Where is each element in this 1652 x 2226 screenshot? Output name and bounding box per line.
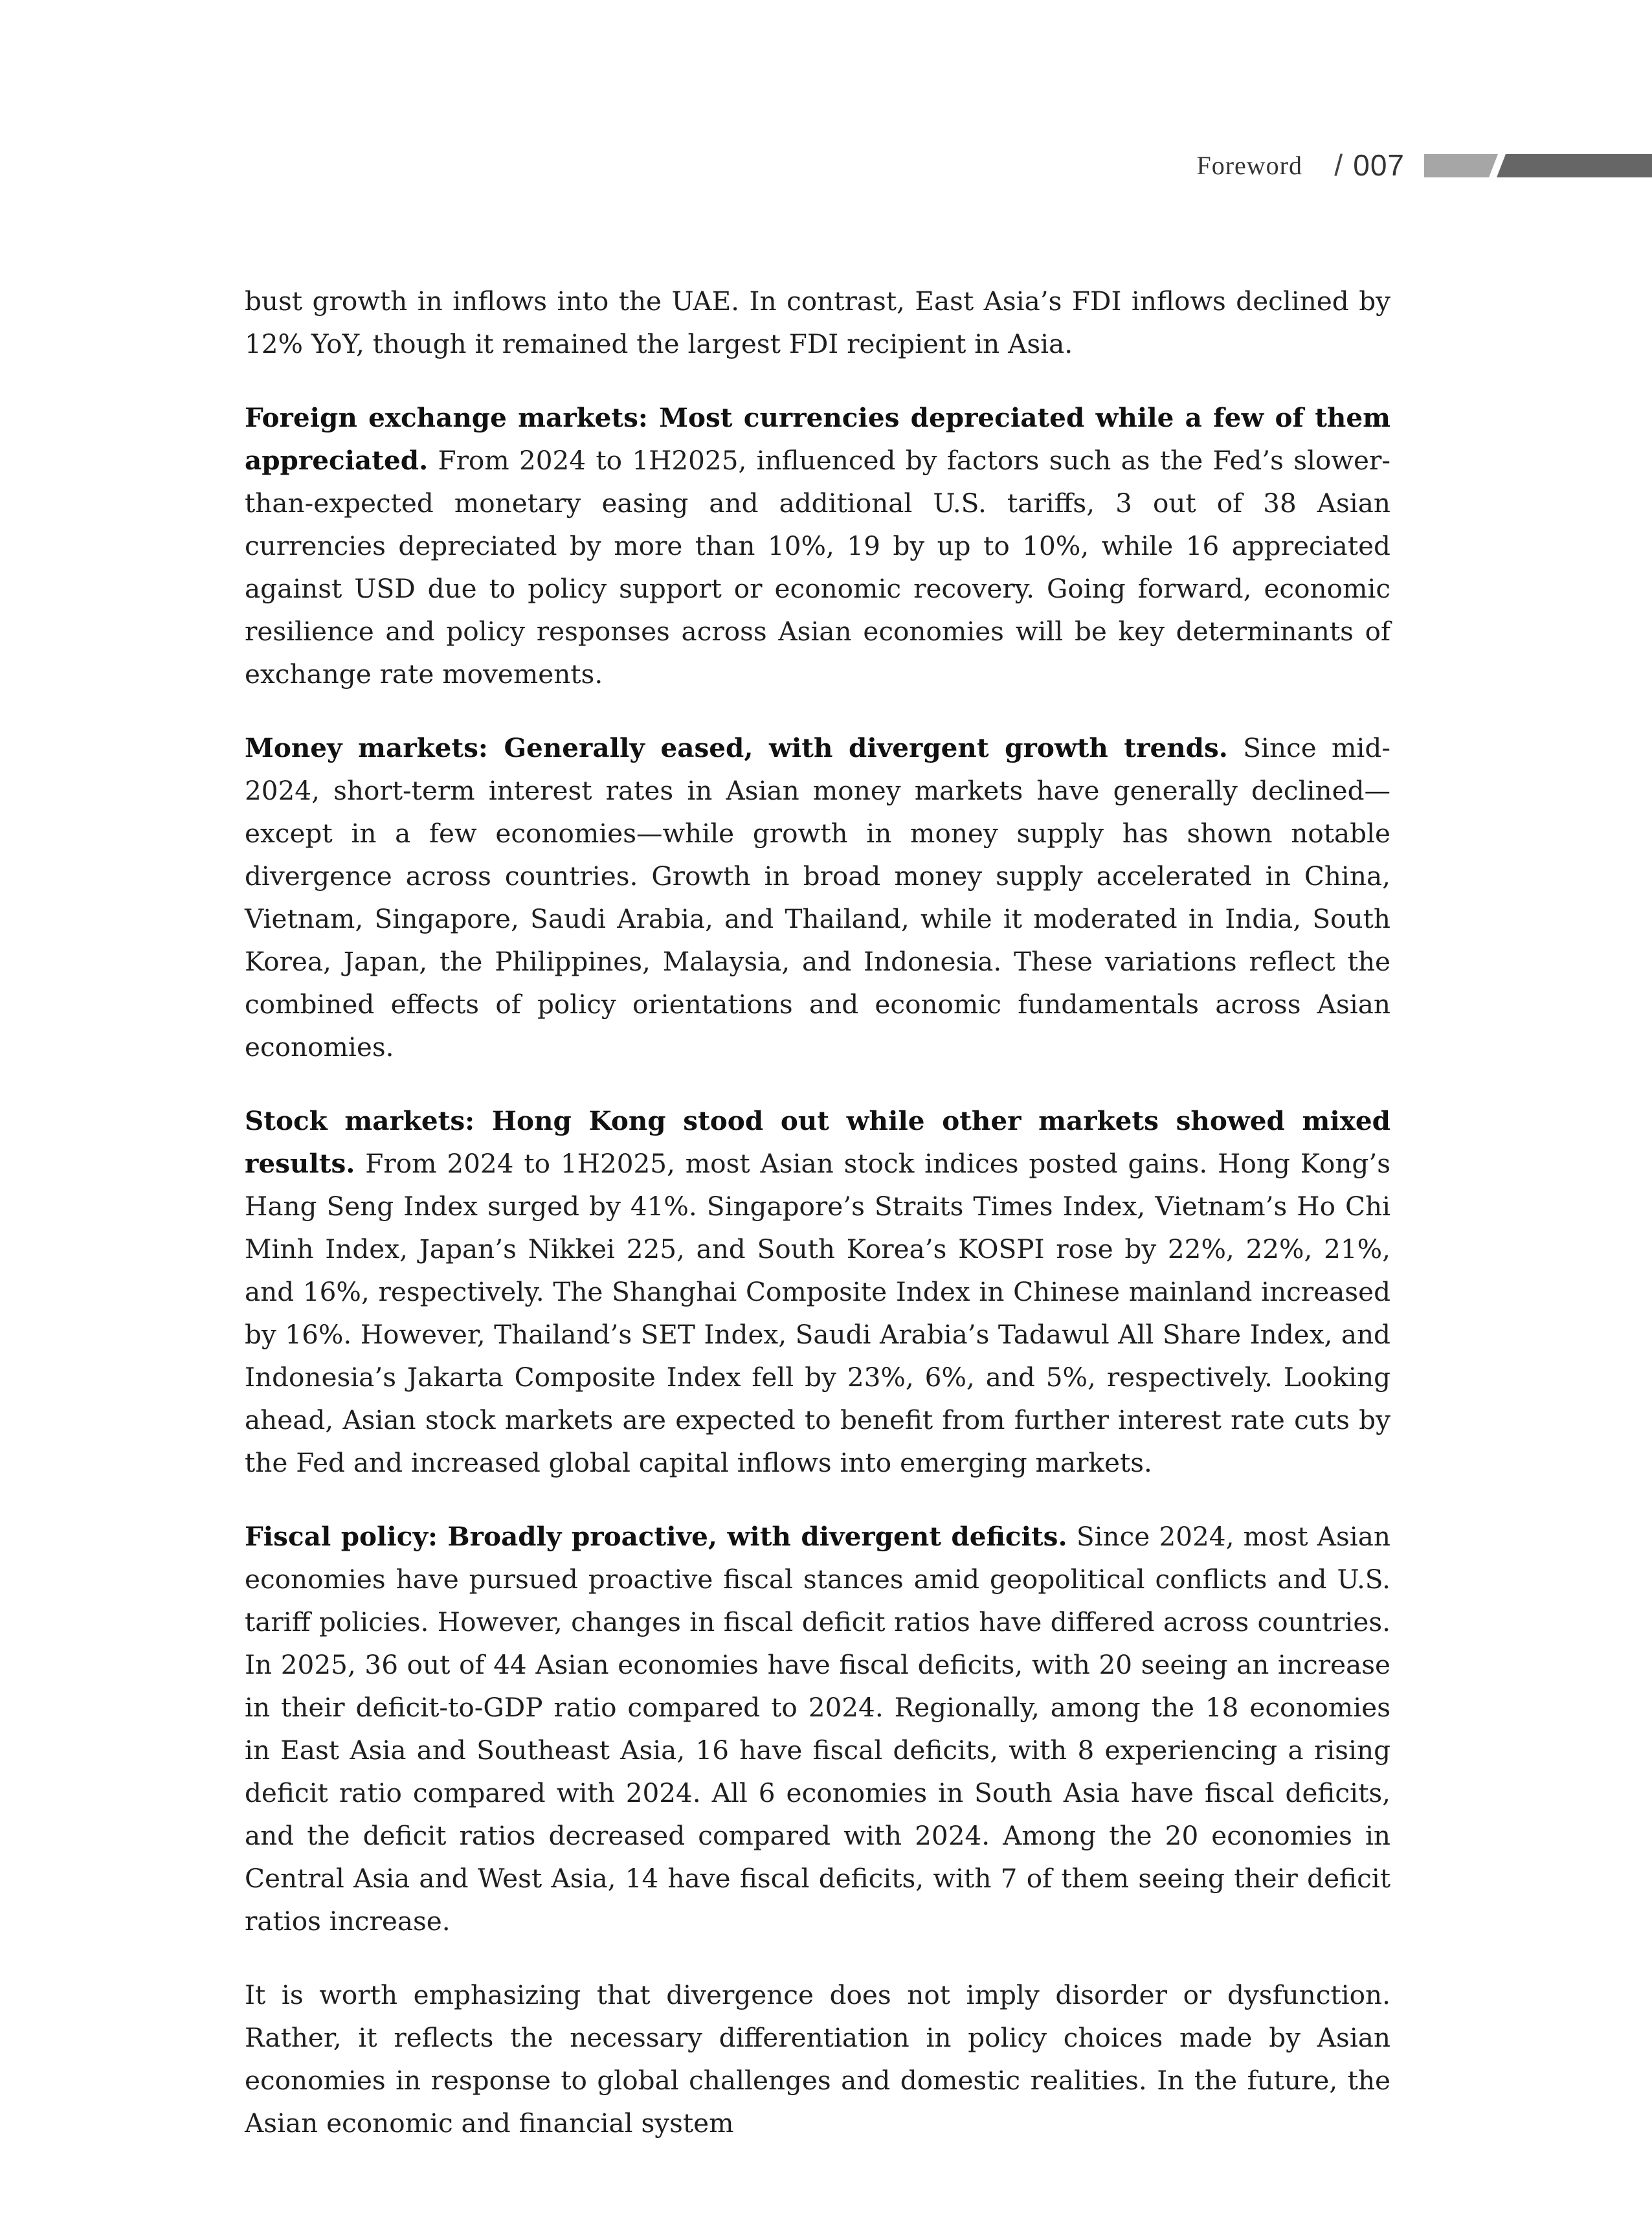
header-separator: /: [1334, 148, 1343, 182]
paragraph-stock-markets: [245, 1099, 1390, 1484]
paragraph-heading: Fiscal policy: Broadly proactive, with divergent deficits.: [245, 1521, 1067, 1552]
paragraph-divergence-conclusion: [245, 1973, 1390, 2144]
paragraph-money-markets: [245, 726, 1390, 1068]
paragraph-heading: Money markets: Generally eased, with divergent growth trends.: [245, 732, 1228, 763]
paragraph-fiscal-policy: [245, 1515, 1390, 1942]
page-number: 007: [1353, 148, 1405, 182]
body-text: [245, 280, 1390, 2175]
section-title: Foreword: [1196, 151, 1302, 180]
paragraph-body: It is worth emphasizing that divergence does not imply disorder or dysfunction. Rather, it reflects the necessary differentiation in policy choices made by Asian economies in response to global challenges and domestic realities. In the future, the Asian economic and financial system: [245, 1979, 1390, 2139]
page-header: [1005, 148, 1652, 186]
paragraph-body: Since mid-2024, short-term interest rates in Asian money markets have generally declined—except in a few economies—while growth in money supply has shown notable divergence across countries. Growth in broad money supply accelerated in China, Vietnam, Singapore, Saudi Arabia, and Thailand, while it moderated in India, South Korea, Japan, the Philippines, Malaysia, and Indonesia. These variations reflect the combined effects of policy orientations and economic fundamentals across Asian economies.: [245, 732, 1390, 1062]
paragraph-body: bust growth in inflows into the UAE. In contrast, East Asia’s FDI inflows declined by 12% YoY, though it remained the largest FDI recipient in Asia.: [245, 286, 1390, 359]
paragraph-fdi-continuation: [245, 280, 1390, 365]
paragraph-body: Since 2024, most Asian economies have pursued proactive fiscal stances amid geopolitical conflicts and U.S. tariff policies. However, changes in fiscal deficit ratios have differed across countries. In 2025, 36 out of 44 Asian economies have fiscal deficits, with 20 seeing an increase in their deficit-to-GDP ratio compared to 2024. Regionally, among the 18 economies in East Asia and Southeast Asia, 16 have fiscal deficits, with 8 experiencing a rising deficit ratio compared with 2024. All 6 economies in South Asia have fiscal deficits, and the deficit ratios decreased compared with 2024. Among the 20 economies in Central Asia and West Asia, 14 have fiscal deficits, with 7 of them seeing their deficit ratios increase.: [245, 1521, 1390, 1937]
paragraph-body: From 2024 to 1H2025, most Asian stock indices posted gains. Hong Kong’s Hang Seng Index surged by 41%. Singapore’s Straits Times Index, Vietnam’s Ho Chi Minh Index, Japan’s Nikkei 225, and South Korea’s KOSPI rose by 22%, 22%, 21%, and 16%, respectively. The Shanghai Composite Index in Chinese mainland increased by 16%. However, Thailand’s SET Index, Saudi Arabia’s Tadawul All Share Index, and Indonesia’s Jakarta Composite Index fell by 23%, 6%, and 5%, respectively. Looking ahead, Asian stock markets are expected to benefit from further interest rate cuts by the Fed and increased global capital inflows into emerging markets.: [245, 1148, 1390, 1478]
header-bar-dark: [1497, 154, 1652, 177]
header-decoration-bars: [1424, 154, 1652, 177]
header-bar-light: [1424, 154, 1498, 177]
paragraph-body: From 2024 to 1H2025, influenced by factors such as the Fed’s slower-than-expected monetary easing and additional U.S. tariffs, 3 out of 38 Asian currencies depreciated by more than 10%, 19 by up to 10%, while 16 appreciated against USD due to policy support or economic recovery. Going forward, economic resilience and policy responses across Asian economies will be key determinants of exchange rate movements.: [245, 445, 1390, 690]
paragraph-heading: Stock markets: Hong Kong stood out while other markets showed mixed results.: [245, 1105, 1390, 1179]
paragraph-heading: Foreign exchange markets: Most currencies depreciated while a few of them appreciated.: [245, 402, 1390, 476]
paragraph-foreign-exchange: [245, 396, 1390, 695]
